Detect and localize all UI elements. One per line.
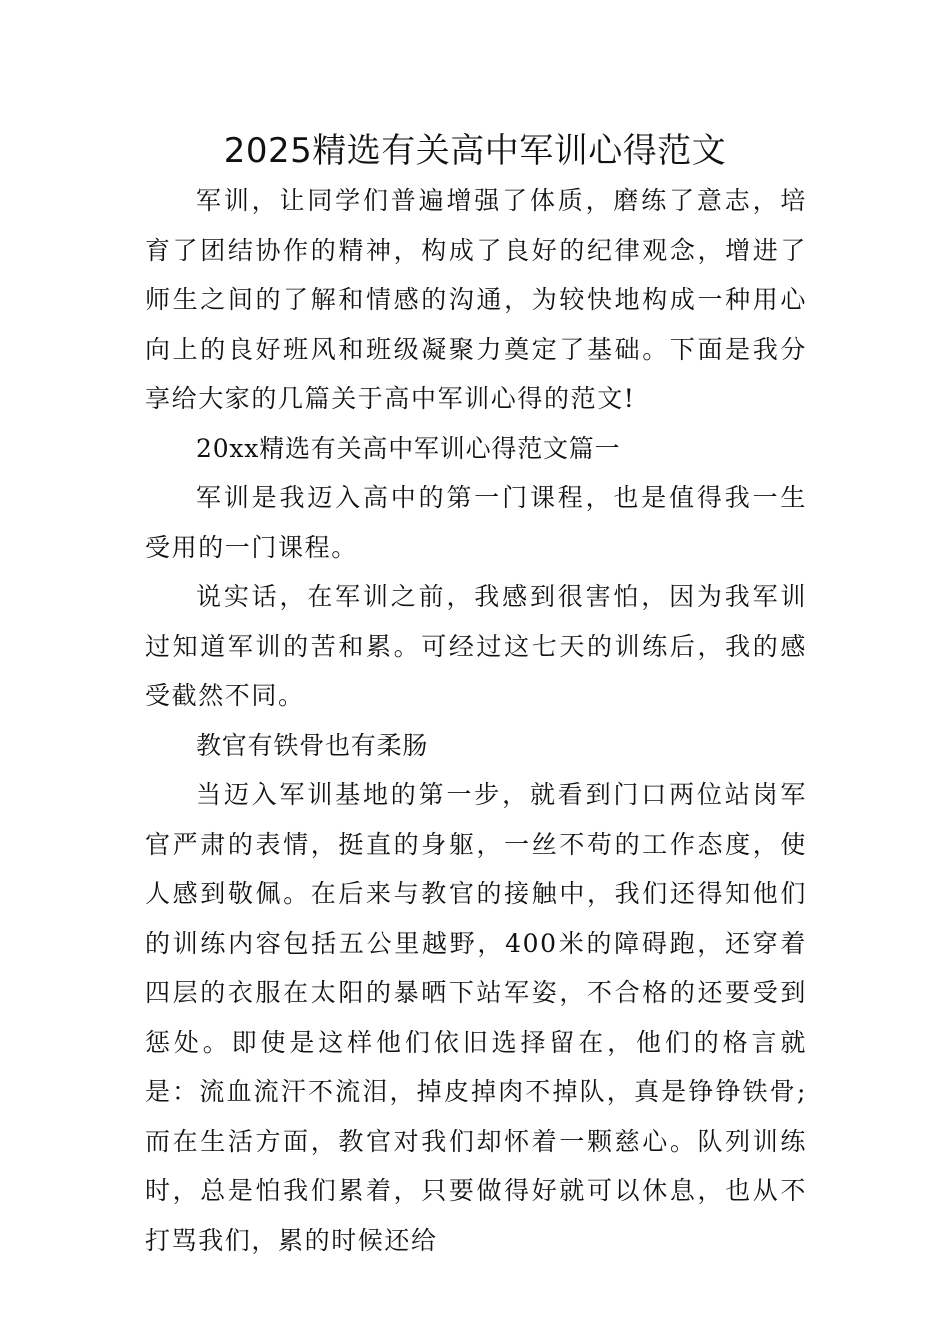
section-heading: 20xx精选有关高中军训心得范文篇一 [196, 433, 621, 463]
document-body [145, 176, 807, 1265]
body-paragraph: 军训是我迈入高中的第一门课程，也是值得我一生受用的一门课程。 [145, 483, 807, 562]
body-paragraph: 当迈入军训基地的第一步，就看到门口两位站岗军官严肃的表情，挺直的身躯，一丝不苟的工作态度，使人感到敬佩。在后来与教官的接触中，我们还得知他们的训练内容包括五公里越野，400米的障碍跑，还穿着四层的衣服在太阳的暴晒下站军姿，不合格的还要受到惩处。即使是这样他们依旧选择留在，他们的格言就是：流血流汗不流泪，掉皮掉肉不掉队，真是铮铮铁骨;而在生活方面，教官对我们却怀着一颗慈心。队列训练时，总是怕我们累着，只要做得好就可以休息，也从不打骂我们，累的时候还给 [145, 780, 807, 1255]
document-title: 2025精选有关高中军训心得范文 [223, 131, 727, 171]
subsection-heading: 教官有铁骨也有柔肠 [196, 730, 429, 760]
body-paragraph: 说实话，在军训之前，我感到很害怕，因为我军训过知道军训的苦和累。可经过这七天的训练后，我的感受截然不同。 [145, 582, 807, 710]
intro-paragraph: 军训，让同学们普遍增强了体质，磨练了意志，培育了团结协作的精神，构成了良好的纪律观念，增进了师生之间的了解和情感的沟通，为较快地构成一种用心向上的良好班风和班级凝聚力奠定了基础。下面是我分享给大家的几篇关于高中军训心得的范文! [145, 186, 807, 413]
